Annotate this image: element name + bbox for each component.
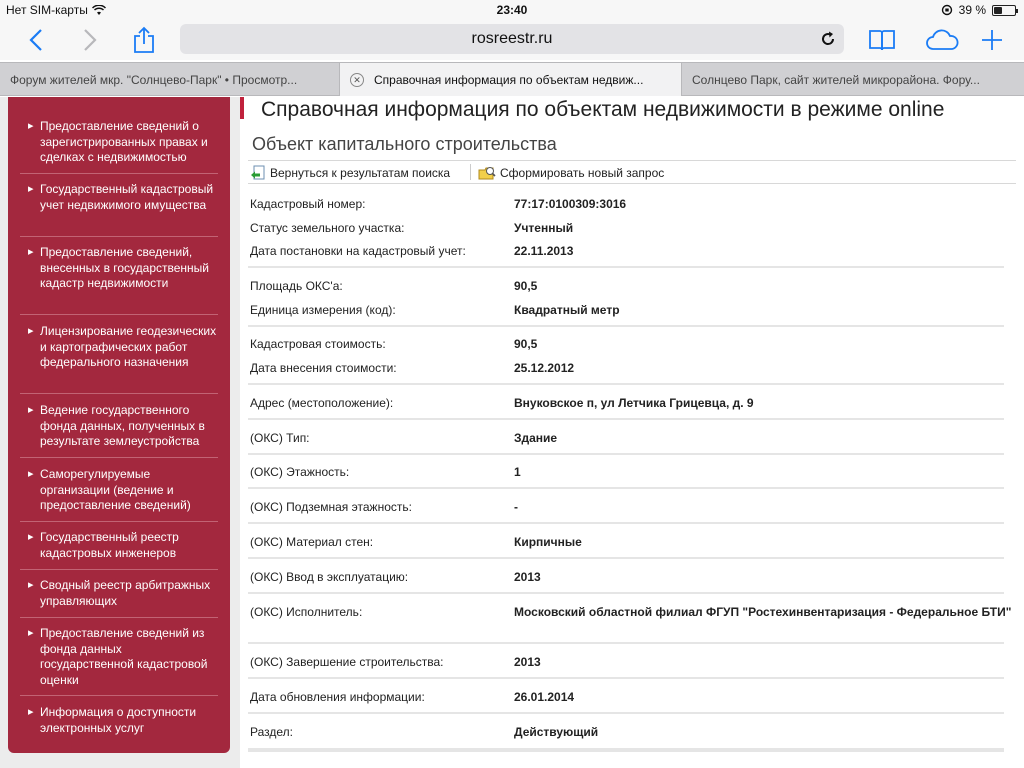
tab-label: Солнцево Парк, сайт жителей микрорайона. Фору... [692, 72, 980, 87]
cloud-icon [924, 28, 960, 52]
section-divider [248, 418, 1004, 420]
toolbar-divider [470, 164, 471, 180]
field-value: 22.11.2013 [514, 244, 574, 258]
sidebar-menu [8, 97, 230, 753]
field-label: Дата постановки на кадастровый учет: [250, 244, 466, 258]
section-divider [248, 522, 1004, 524]
section-divider [248, 592, 1004, 594]
battery-icon [992, 5, 1016, 16]
field-label: (ОКС) Подземная этажность: [250, 500, 412, 514]
clock: 23:40 [496, 3, 528, 17]
field-label: Кадастровая стоимость: [250, 337, 386, 351]
field-value: 2013 [514, 655, 541, 669]
tab-rosreestr[interactable] [340, 63, 682, 96]
sidebar-item-e-services[interactable]: ▸ Информация о доступности электронных услуг [20, 705, 218, 736]
section-divider [248, 642, 1004, 644]
field-value: Квадратный метр [514, 303, 620, 317]
section-divider [248, 266, 1004, 268]
field-label: Кадастровый номер: [250, 197, 366, 211]
sidebar-divider [20, 314, 218, 315]
section-divider [248, 453, 1004, 455]
field-value: Московский областной филиал ФГУП "Ростехинвентаризация - Федеральное БТИ" [514, 605, 1012, 619]
battery-fill [994, 7, 1002, 14]
section-divider [248, 487, 1004, 489]
sidebar-divider [20, 521, 218, 522]
field-value: 25.12.2012 [514, 361, 575, 375]
field-label: Площадь ОКС'а: [250, 279, 343, 293]
field-value: 90,5 [514, 279, 538, 293]
field-value: Кирпичные [514, 535, 582, 549]
section-divider [248, 325, 1004, 327]
field-label: (ОКС) Тип: [250, 431, 310, 445]
icloud-tabs-button[interactable] [922, 24, 962, 56]
section-divider [248, 677, 1004, 679]
section-title: Объект капитального строительства [252, 134, 557, 154]
tab-forum[interactable] [0, 63, 340, 96]
web-page [0, 97, 1024, 768]
new-request-icon [478, 165, 496, 181]
back-arrow-icon [250, 165, 266, 181]
field-value: 2013 [514, 570, 541, 584]
book-icon [868, 28, 896, 52]
main-content [240, 97, 1024, 768]
sidebar-item-cadastre-info[interactable]: ▸ Предоставление сведений, внесенных в государственный кадастр недвижимости [20, 245, 218, 292]
sidebar-divider [20, 236, 218, 237]
sidebar-item-licensing[interactable]: ▸ Лицензирование геодезических и картографических работ федерального назначения [20, 324, 218, 371]
sidebar-divider [20, 569, 218, 570]
carrier-label: Нет SIM-карты [6, 3, 88, 17]
tab-solntsevo[interactable] [682, 63, 1024, 96]
field-value: Действующий [514, 725, 599, 739]
sidebar-item-arbitration-registry[interactable]: ▸ Сводный реестр арбитражных управляющих [20, 578, 218, 609]
field-label: (ОКС) Этажность: [250, 465, 350, 479]
field-value: - [514, 500, 518, 514]
result-toolbar [248, 160, 1016, 184]
battery-percent: 39 % [958, 3, 986, 17]
tab-bar [0, 62, 1024, 96]
field-value: 77:17:0100309:3016 [514, 197, 627, 211]
field-label: Дата внесения стоимости: [250, 361, 397, 375]
back-to-results-button[interactable] [250, 165, 450, 181]
sidebar-item-engineers-registry[interactable]: ▸ Государственный реестр кадастровых инженеров [20, 530, 218, 561]
field-label: Дата обновления информации: [250, 690, 425, 704]
status-right [941, 3, 1016, 17]
sidebar-divider [20, 695, 218, 696]
sidebar-item-cadastral-registration[interactable]: ▸ Государственный кадастровый учет недвижимого имущества [20, 182, 218, 213]
tab-label: Форум жителей мкр. "Солнцево-Парк" • Просмотр... [10, 72, 298, 87]
field-label: (ОКС) Исполнитель: [250, 605, 363, 619]
address-text: rosreestr.ru [471, 30, 553, 47]
new-tab-button[interactable] [976, 24, 1008, 56]
sidebar-divider [20, 457, 218, 458]
browser-toolbar [0, 20, 1024, 60]
field-label: (ОКС) Материал стен: [250, 535, 374, 549]
rotation-lock-icon [941, 4, 953, 16]
field-label: (ОКС) Завершение строительства: [250, 655, 444, 669]
tab-label: Справочная информация по объектам недвиж... [374, 72, 644, 87]
sidebar-divider [20, 617, 218, 618]
sidebar-item-sro[interactable]: ▸ Саморегулируемые организации (ведение и предоставление сведений) [20, 467, 218, 514]
field-value: Внуковское п, ул Летчика Грицевца, д. 9 [514, 396, 754, 410]
reload-icon[interactable] [818, 29, 838, 49]
field-label: Статус земельного участка: [250, 221, 405, 235]
status-bar [0, 0, 1024, 20]
forward-button[interactable] [74, 24, 106, 56]
sidebar-item-valuation-fund[interactable]: ▸ Предоставление сведений из фонда данных государственной кадастровой оценки [20, 626, 218, 688]
field-value: 1 [514, 465, 521, 479]
title-accent [240, 97, 244, 119]
field-value: 26.01.2014 [514, 690, 575, 704]
back-to-results-label: Вернуться к результатам поиска [270, 166, 451, 180]
field-label: Адрес (местоположение): [250, 396, 394, 410]
sidebar-divider [20, 393, 218, 394]
sidebar-item-rights-info[interactable]: ▸ Предоставление сведений о зарегистрированных правах и сделках с недвижимостью [20, 119, 218, 166]
section-divider [248, 557, 1004, 559]
sidebar-divider [20, 173, 218, 174]
section-divider [248, 712, 1004, 714]
new-request-label: Сформировать новый запрос [500, 166, 665, 180]
back-button[interactable] [20, 24, 52, 56]
chevron-right-icon [82, 28, 98, 52]
field-label: Раздел: [250, 725, 293, 739]
field-label: Единица измерения (код): [250, 303, 396, 317]
close-icon[interactable]: ✕ [350, 73, 364, 87]
page-title: Справочная информация по объектам недвижимости в режиме online [261, 98, 945, 121]
share-icon [133, 26, 155, 54]
section-divider [248, 748, 1004, 752]
field-label: (ОКС) Ввод в эксплуатацию: [250, 570, 409, 584]
sidebar-item-land-fund[interactable]: ▸ Ведение государственного фонда данных, полученных в результате землеустройства [20, 403, 218, 450]
chevron-left-icon [28, 28, 44, 52]
new-request-button[interactable] [478, 165, 664, 181]
field-value: 90,5 [514, 337, 538, 351]
address-bar[interactable] [180, 24, 844, 54]
plus-icon [980, 28, 1004, 52]
share-button[interactable] [128, 24, 160, 56]
bookmarks-button[interactable] [866, 24, 898, 56]
field-value: Учтенный [514, 221, 574, 235]
field-value: Здание [514, 431, 558, 445]
section-divider [248, 383, 1004, 385]
